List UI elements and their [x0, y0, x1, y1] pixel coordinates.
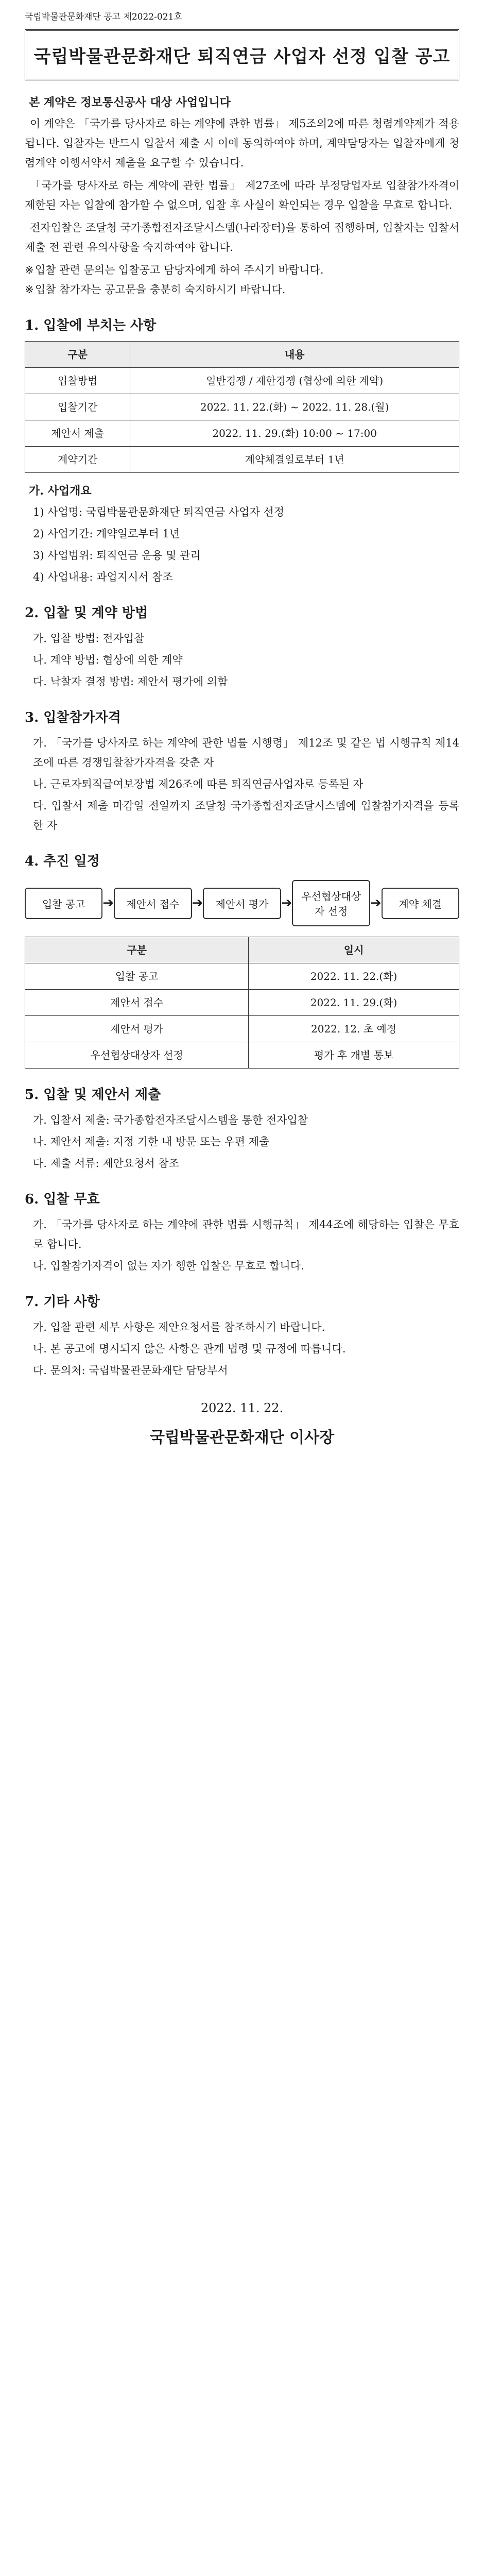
section-5-para: 다. 제출 서류: 제안요청서 참조 — [33, 1157, 179, 1170]
section-6-para: 나. 입찰참가자격이 없는 자가 행한 입찰은 무효로 합니다. — [33, 1260, 304, 1272]
table-cell: 2022. 11. 29.(화) 10:00 ~ 17:00 — [130, 420, 459, 447]
schedule-table — [25, 937, 459, 1069]
section-2-item: 다. 낙찰자 결정 방법: 제안서 평가에 의함 — [33, 675, 228, 688]
table-cell: 계약기간 — [25, 447, 130, 473]
table-row — [25, 1016, 459, 1042]
table-header: 일시 — [249, 937, 459, 963]
document-title: 국립박물관문화재단 퇴직연금 사업자 선정 입찰 공고 — [25, 29, 459, 80]
notice-heading: 본 계약은 정보통신공사 대상 사업입니다 — [29, 96, 231, 109]
notice-para: 이 계약은 「국가를 당사자로 하는 계약에 관한 법률」 제5조의2에 따른 청렴계약제가 적용됩니다. 입찰자는 반드시 입찰서 제출 시 이에 동의하여야 하며, 계약담당자는 입찰자에게 청렴계약 이행서약서 제출을 요구할 수 있습니다. — [25, 117, 459, 169]
arrow-right-icon: ➔ — [192, 895, 203, 911]
table-cell: 2022. 11. 29.(화) — [249, 990, 459, 1016]
table-row — [25, 990, 459, 1016]
table-header: 구분 — [25, 342, 130, 368]
flow-step: 제안서 평가 — [203, 888, 281, 919]
section-1-item: 2) 사업기간: 계약일로부터 1년 — [33, 528, 180, 540]
table-cell: 제안서 평가 — [25, 1016, 249, 1042]
document-ref: 국립박물관문화재단 공고 제2022-021호 — [25, 12, 182, 22]
table-cell: 입찰기간 — [25, 394, 130, 420]
flow-step: 제안서 접수 — [114, 888, 192, 919]
notice-items — [25, 260, 459, 299]
notice-para: 「국가를 당사자로 하는 계약에 관한 법률」 제27조에 따라 부정당업자로 입찰참가자격이 제한된 자는 입찰에 참가할 수 없으며, 입찰 후 사실이 확인되는 경우 입찰을 무효로 합니다. — [25, 179, 459, 211]
table-header: 구분 — [25, 937, 249, 963]
table-cell: 일반경쟁 / 제한경쟁 (협상에 의한 계약) — [130, 368, 459, 394]
table-cell: 2022. 11. 22.(화) ~ 2022. 11. 28.(월) — [130, 394, 459, 420]
table-cell: 평가 후 개별 통보 — [249, 1042, 459, 1069]
table-row — [25, 1042, 459, 1069]
section-4-heading: 4. 추진 일정 — [25, 854, 100, 869]
arrow-right-icon: ➔ — [281, 895, 292, 911]
flow-step: 계약 체결 — [382, 888, 459, 919]
table-row — [25, 368, 459, 394]
section-7-para: 나. 본 공고에 명시되지 않은 사항은 관계 법령 및 규정에 따릅니다. — [33, 1343, 346, 1355]
notice-item: ※ 입찰 관련 문의는 입찰공고 담당자에게 하여 주시기 바랍니다. — [25, 260, 459, 280]
section-1-heading: 1. 입찰에 부치는 사항 — [25, 318, 157, 333]
notice-para: 전자입찰은 조달청 국가종합전자조달시스템(나라장터)을 통하여 집행하며, 입찰자는 입찰서 제출 전 관련 유의사항을 숙지하여야 합니다. — [25, 222, 459, 253]
section-1-item: 3) 사업범위: 퇴직연금 운용 및 관리 — [33, 549, 201, 562]
table-cell: 입찰 공고 — [25, 963, 249, 990]
table-row — [25, 963, 459, 990]
flow-step: 입찰 공고 — [25, 888, 102, 919]
table-cell: 계약체결일로부터 1년 — [130, 447, 459, 473]
section-1-item: 4) 사업내용: 과업지시서 참조 — [33, 571, 173, 583]
table-row — [25, 420, 459, 447]
table-cell: 우선협상대상자 선정 — [25, 1042, 249, 1069]
section-5-para: 나. 제안서 제출: 지정 기한 내 방문 또는 우편 제출 — [33, 1136, 270, 1148]
section-5-heading: 5. 입찰 및 제안서 제출 — [25, 1087, 161, 1103]
notice-block — [25, 114, 459, 299]
section-7-para: 가. 입찰 관련 세부 사항은 제안요청서를 참조하시기 바랍니다. — [33, 1321, 325, 1333]
section-2-heading: 2. 입찰 및 계약 방법 — [25, 605, 148, 621]
section-2-item: 가. 입찰 방법: 전자입찰 — [33, 632, 145, 645]
section-7-heading: 7. 기타 사항 — [25, 1294, 100, 1310]
section-1-subheading: 가. 사업개요 — [29, 484, 92, 498]
table-cell: 2022. 12. 초 예정 — [249, 1016, 459, 1042]
table-row — [25, 447, 459, 473]
section-7-para: 다. 문의처: 국립박물관문화재단 담당부서 — [33, 1364, 228, 1377]
table-cell: 제안서 접수 — [25, 990, 249, 1016]
table-cell: 제안서 제출 — [25, 420, 130, 447]
notice-item: ※ 입찰 참가자는 공고문을 충분히 숙지하시기 바랍니다. — [25, 280, 459, 299]
section-2-item: 나. 계약 방법: 협상에 의한 계약 — [33, 654, 183, 666]
closing-org: 국립박물관문화재단 이사장 — [149, 1429, 335, 1447]
section-1-item: 1) 사업명: 국립박물관문화재단 퇴직연금 사업자 선정 — [33, 506, 285, 518]
table-header: 내용 — [130, 342, 459, 368]
section-3-heading: 3. 입찰참가자격 — [25, 710, 121, 725]
table-cell: 입찰방법 — [25, 368, 130, 394]
section-3-para: 가. 「국가를 당사자로 하는 계약에 관한 법률 시행령」 제12조 및 같은 법 시행규칙 제14조에 따른 경쟁입찰참가자격을 갖춘 자 — [33, 737, 459, 769]
section-6-heading: 6. 입찰 무효 — [25, 1192, 100, 1207]
section-3-para: 다. 입찰서 제출 마감일 전일까지 조달청 국가종합전자조달시스템에 입찰참가자격을 등록한 자 — [33, 800, 459, 832]
section-5-para: 가. 입찰서 제출: 국가종합전자조달시스템을 통한 전자입찰 — [33, 1114, 308, 1126]
table-row — [25, 394, 459, 420]
flow-step: 우선협상대상자 선정 — [292, 880, 370, 926]
arrow-right-icon: ➔ — [102, 895, 114, 911]
section-6-para: 가. 「국가를 당사자로 하는 계약에 관한 법률 시행규칙」 제44조에 해당하는 입찰은 무효로 합니다. — [33, 1218, 459, 1250]
schedule-flow — [25, 880, 459, 926]
section-3-para: 나. 근로자퇴직급여보장법 제26조에 따른 퇴직연금사업자로 등록된 자 — [33, 778, 364, 790]
arrow-right-icon: ➔ — [370, 895, 382, 911]
section-1-table — [25, 341, 459, 473]
table-cell: 2022. 11. 22.(화) — [249, 963, 459, 990]
closing-date: 2022. 11. 22. — [200, 1401, 284, 1415]
